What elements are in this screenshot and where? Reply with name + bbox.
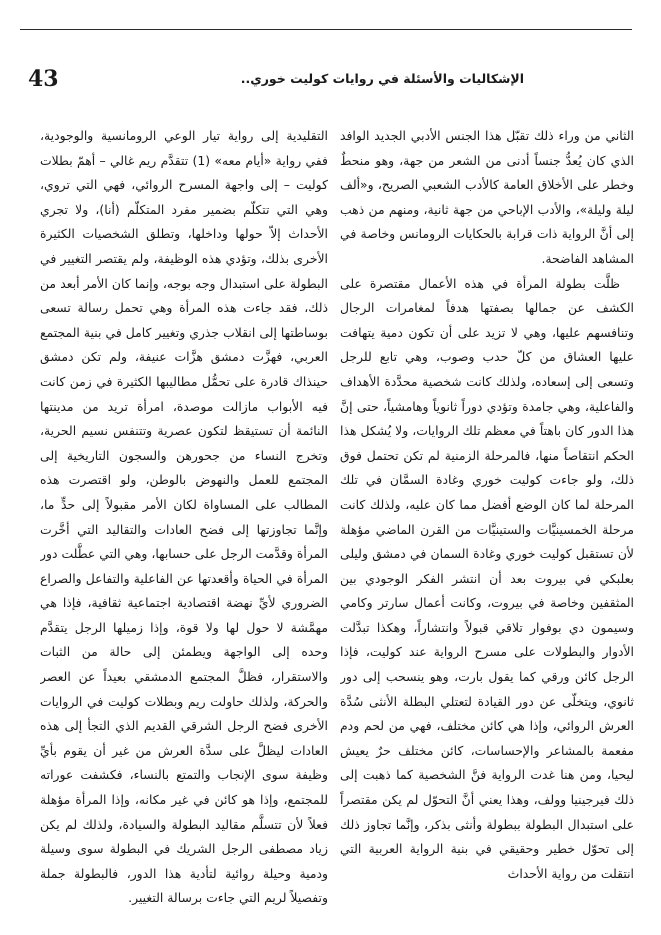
page-number: 43 [28,66,59,92]
left-column [40,124,328,914]
paragraph: التقليدية إلى رواية تيار الوعي الرومانسية والوجودية، ففي رواية «أيام معه» (1) تتقدَّم ريم غالي – أهمّ بطلات كوليت – إلى واجهة المسرح الروائي، فهي التي تروي، وهي التي تتكلّم بضمير مفرد المتكلّم (أنا)، ولا تجري الأحداث إلاّ حولها وداخلها، وتطلق الشخصيات الكثيرة الأخرى بذلك، وتؤدي هذه الوظيفة، ولم يقتصر التغيير في البطولة على استبدال وجه بوجه، وإنما كان الأمر أبعد من ذلك، فقد جاءت هذه المرأة وهي تحمل رسالة تسعى بوساطتها إلى انقلاب جذري وتغيير كامل في بنية المجتمع العربي، فهزَّت دمشق هزَّات عنيفة، ولم تكن دمشق حينذاك قادرة على تحمُّل مطاليبها الكثيرة في زمن كانت فيه الأبواب مازالت موصدة، امرأة تريد من مدينتها النائمة أن تستيقظ لتكون عصرية وتتنفس نسيم الحرية، وتخرج النساء من جحورهن والسجون التاريخية إلى المجتمع للعمل والنهوض بالوطن، ولو اقتصرت هذه المطالب على المساواة لكان الأمر مقبولاً إلى حدٍّ ما، وإنَّما تجاوزتها إلى فضح العادات والتقاليد التي أخَّرت المرأة وقدَّمت الرجل على حسابها، وهي التي عطَّلت دور المرأة في الحياة وأقعدتها عن الفاعلية والتفاعل والصراع الضروري لأيِّ نهضة اقتصادية اجتماعية ثقافية، فإذا هي مهمَّشة لا حول لها ولا قوة، وإذا زميلها الرجل يتقدَّم وحده إلى الواجهة ويطمئن إلى حالة من الثبات والاستقرار، فظلَّ المجتمع الدمشقي بعيداً عن العصر والحركة، ولذلك حاولت ريم وبطلات كوليت في الروايات الأخرى فضح الرجل الشرقي القديم الذي التجأ إلى هذه العادات ليظلَّ على سدَّة العرش من غير أن يقوم بأيِّ وظيفة سوى الإنجاب والتمتع بالنساء، فكشفت عوراته للمجتمع، وإذا هو كائن في غير مكانه، وإذا المرأة مؤهلة فعلاً لأن تتسلَّم مقاليد البطولة والسيادة، ولذلك لم يكن زياد مصطفى الرجل الشريك في البطولة سوى وسيلة ودمية وحيلة روائية لتأدية هذا الدور، فالبطولة جملة وتفصيلاً لريم التي جاءت برسالة التغيير. [40,128,328,906]
header-rule [20,29,632,30]
paragraph: الثاني من وراء ذلك تقبّل هذا الجنس الأدبي الجديد الوافد الذي كان يُعدُّ جنساً أدنى من الشعر من جهة، وهو منحطٌ وخطر على الأخلاق العامة كالأدب الشعبي الصريح، و«ألف ليلة وليلة»، والأدب الإباحي من جهة ثانية، ومنهم من ذهب إلى أنَّ الرواية ذات قرابة بالحكايات الرومانس وخاصة في المشاهد الفاضحة. [340,128,634,266]
running-title: الإشكاليات والأسئلة في روايات كوليت خوري.. [240,71,524,86]
right-column [340,124,634,914]
page-header [22,66,628,100]
paragraph: ظلَّت بطولة المرأة في هذه الأعمال مقتصرة على الكشف عن جمالها بصفتها هدفاً لمغامرات الرجال وتنافسهم عليها، وهي لا تزيد على أن تكون دمية يتهافت عليها العشاق من كلّ حدب وصوب، وهي تابع للرجل وتسعى إلى إسعاده، ولذلك كانت شخصية محدَّدة الأهداف والفاعلية، وهي جامدة وتؤدي دوراً ثانوياً وهامشياً، حتى إنَّ هذا الدور كان باهتاً في معظم تلك الروايات، ولا يُشكل هذا الحكم انتقاصاً منها، فالمرحلة الزمنية لم تكن تحتمل فوق ذلك، ولو جاءت كوليت خوري وغادة السمَّان في تلك المرحلة لما كان الوضع أفضل مما كان عليه، ولذلك كانت مرحلة الخمسينيَّات والستينيَّات من القرن الماضي مؤهلة لأن تستقبل كوليت خوري وغادة السمان في دمشق وليلى بعلبكي في بيروت بعد أن انتشر الفكر الوجودي بين المثقفين وخاصة في بيروت، وكانت أعمال سارتر وكامي وسيمون دي بوفوار تلاقي قبولاً وانتشاراً، وهكذا تبدَّلت الأدوار والبطولات على مسرح الرواية عند كوليت، فإذا الرجل كائن ورقي كما يقول بارت، وهو ينسحب إلى دور ثانوي، ويتخلّى عن دور القيادة لتعتلي البطلة الأنثى سُدَّة العرش الروائي، وإذا هي كائن مختلف، فهي من لحم ودم مفعمة بالمشاعر والإحساسات، كائن مختلف حرٌ يعيش ليحيا، ومن هنا غدت الرواية فنَّ الشخصية كما ذهبت إلى ذلك فيرجينيا وولف، وهذا يعني أنَّ التحوّل لم يكن مقتصراً على استبدال البطولة ببطولة وأنثى بذكر، وإنَّما تجاوز ذلك إلى تحوّل خطير وحقيقي في بنية الرواية العربية التي انتقلت من رواية الأحداث [340,275,634,881]
